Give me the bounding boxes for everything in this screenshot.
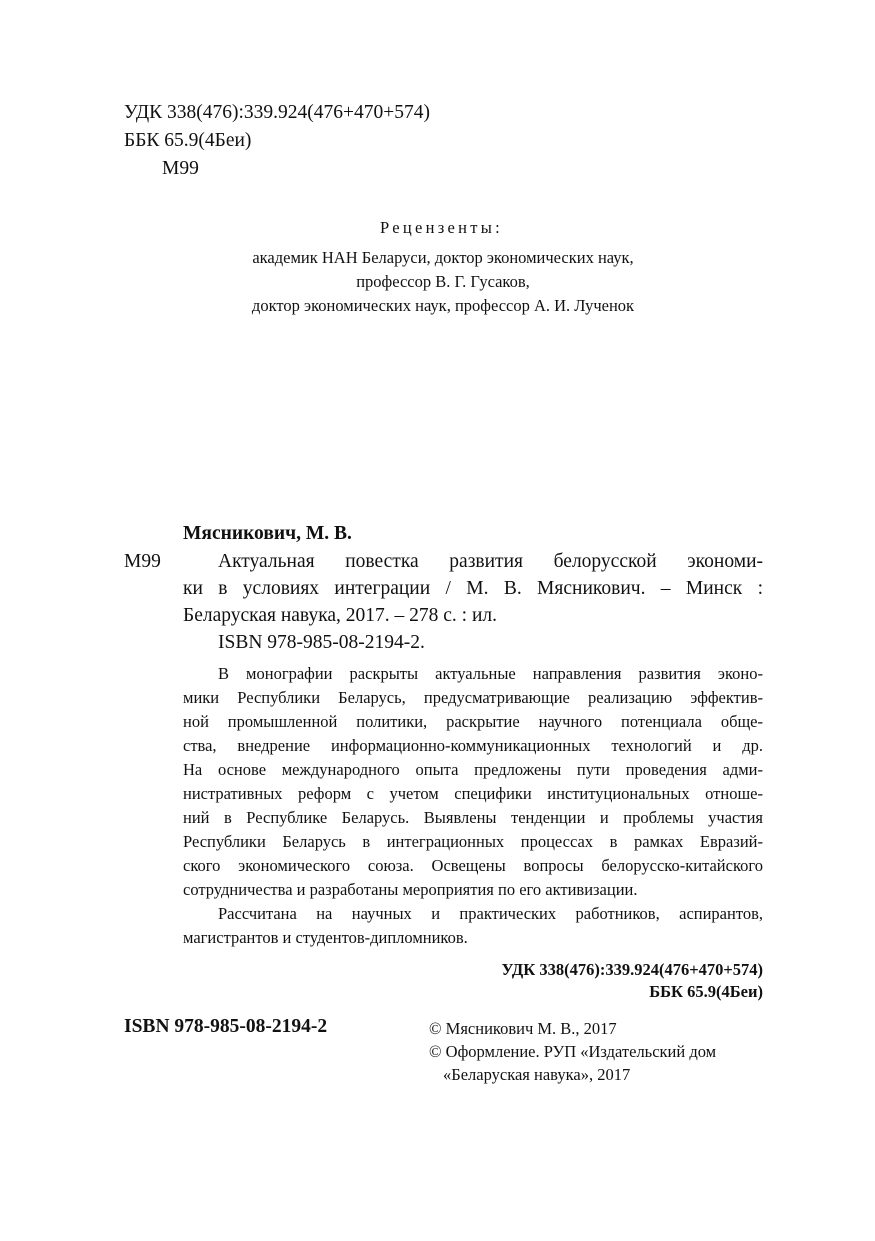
- reviewer-line: профессор В. Г. Гусаков,: [356, 272, 530, 291]
- annotation-line: сотрудничества и разработаны мероприятия по его активизации.: [183, 880, 638, 899]
- annotation-line: магистрантов и студентов-дипломников.: [183, 928, 468, 947]
- reviewers-heading: Рецензенты:: [379, 218, 504, 237]
- copyright-line: «Беларуская навука», 2017: [443, 1065, 631, 1084]
- annotation-line: В монографии раскрыты актуальные направления развития эконо-: [218, 664, 763, 683]
- author-code-top: М99: [162, 158, 199, 179]
- bibliographic-line: Актуальная повестка развития белорусской экономи-: [218, 551, 763, 572]
- bibliographic-line: Беларуская навука, 2017. – 278 с. : ил.: [183, 605, 498, 626]
- copyright-line: © Мясникович М. В., 2017: [429, 1019, 617, 1038]
- annotation-line: На основе международного опыта предложены пути проведения адми-: [183, 760, 763, 779]
- bbk-code-top: ББК 65.9(4Беи): [124, 130, 252, 151]
- annotation-line: ний в Республике Беларусь. Выявлены тенденции и проблемы участия: [183, 808, 763, 827]
- bbk-code-bottom: ББК 65.9(4Беи): [649, 982, 763, 1001]
- annotation-line: ского экономического союза. Освещены вопросы белорусско-китайского: [183, 856, 763, 875]
- udk-code-bottom: УДК 338(476):339.924(476+470+574): [501, 960, 763, 979]
- reviewer-line: доктор экономических наук, профессор А. И. Лученок: [251, 296, 635, 315]
- annotation-line: нистративных реформ с учетом специфики институциональных отноше-: [183, 784, 763, 803]
- annotation-line: мики Республики Беларусь, предусматривающие реализацию эффектив-: [183, 688, 763, 707]
- udk-code-top: УДК 338(476):339.924(476+470+574): [124, 102, 431, 123]
- reviewer-line: академик НАН Беларуси, доктор экономических наук,: [252, 248, 634, 267]
- annotation-line: Рассчитана на научных и практических работников, аспирантов,: [218, 904, 763, 923]
- isbn-number: ISBN 978-985-08-2194-2: [124, 1016, 328, 1037]
- annotation-line: ной промышленной политики, раскрытие научного потенциала обще-: [183, 712, 763, 731]
- book-author: Мясникович, М. В.: [183, 523, 352, 544]
- annotation-line: ства, внедрение информационно-коммуникационных технологий и др.: [183, 736, 763, 755]
- copyright-line: © Оформление. РУП «Издательский дом: [429, 1042, 717, 1061]
- annotation-line: Республики Беларусь в интеграционных процессах в рамках Евразий-: [183, 832, 763, 851]
- bibliographic-line: ки в условиях интеграции / М. В. Мясникович. – Минск :: [183, 578, 763, 599]
- bibliographic-isbn: ISBN 978-985-08-2194-2.: [218, 632, 425, 653]
- author-code-entry: М99: [124, 551, 161, 572]
